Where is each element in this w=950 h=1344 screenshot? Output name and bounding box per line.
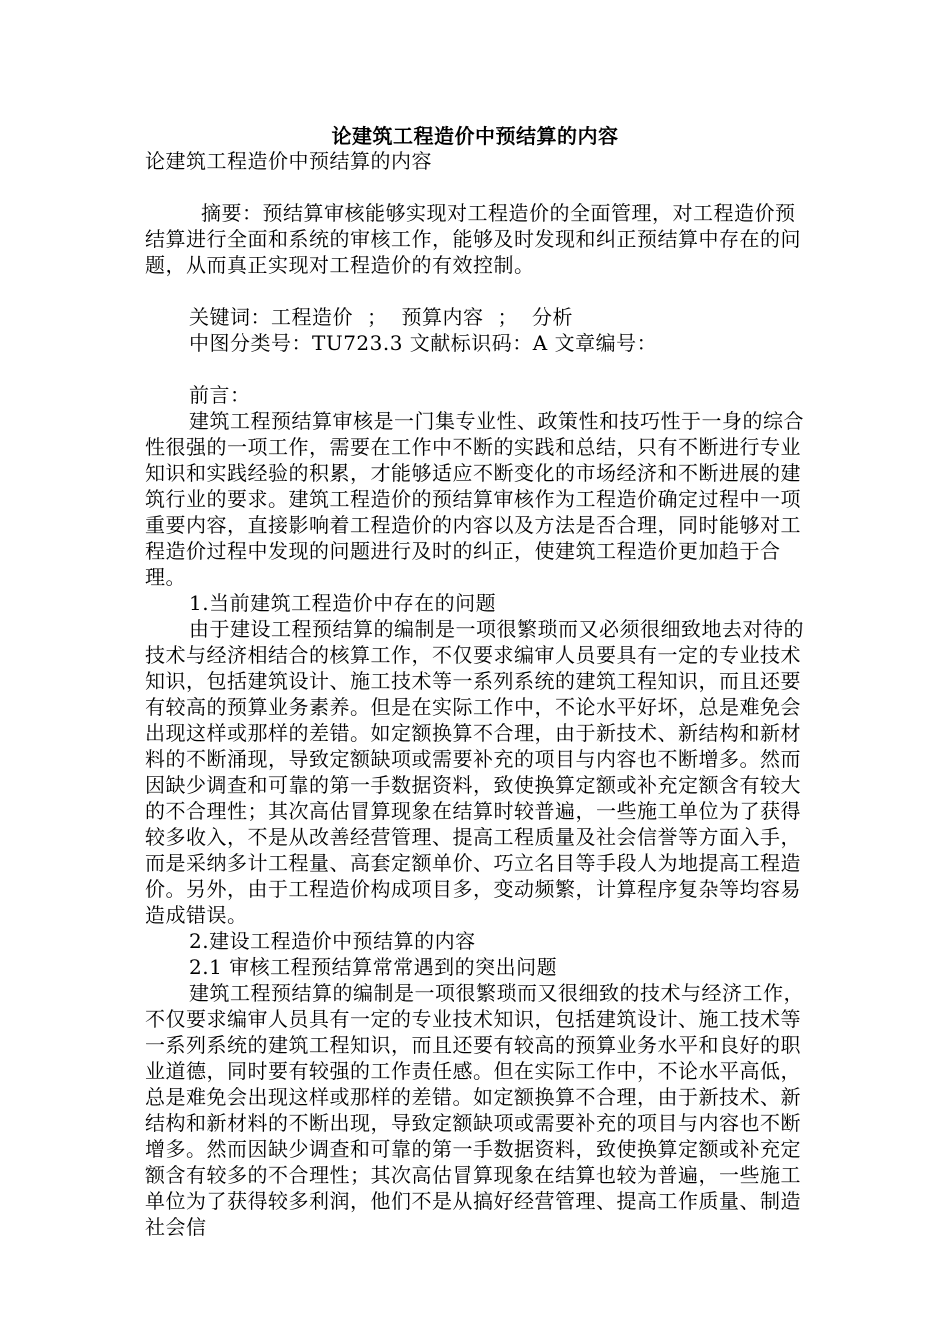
keyword-separator: ；	[497, 305, 518, 329]
preface-heading: 前言：	[189, 383, 251, 407]
keyword-separator: ；	[367, 305, 388, 329]
abstract-paragraph: 摘要：预结算审核能够实现对工程造价的全面管理，对工程造价预结算进行全面和系统的审核工作，能够及时发现和纠正预结算中存在的问题，从而真正实现对工程造价的有效控制。	[145, 201, 801, 277]
section-heading: 2.建设工程造价中预结算的内容	[189, 929, 476, 953]
document-subtitle: 论建筑工程造价中预结算的内容	[145, 149, 432, 173]
section-paragraph: 建筑工程预结算的编制是一项很繁琐而又很细致的技术与经济工作，不仅要求编审人员具有一定的专业技术知识，包括建筑设计、施工技术等一系列系统的建筑工程知识，而且还要有较高的预算业务水平和良好的职业道德，同时要有较强的工作责任感。但在实际工作中，不论水平高低，总是难免会出现这样或那样的差错。如定额换算不合理，由于新技术、新结构和新材料的不断出现，导致定额缺项或需要补充的项目与内容也不断增多。然而因缺少调查和可靠的第一手数据资料，致使换算定额或补充定额含有较多的不合理性；其次高估冒算现象在结算也较为普遍，一些施工单位为了获得较多利润，他们不是从搞好经营管理、提高工作质量、制造社会信	[145, 981, 804, 1239]
section-heading: 1.当前建筑工程造价中存在的问题	[189, 591, 497, 615]
keyword-item: 分析	[532, 305, 573, 329]
section-paragraph: 由于建设工程预结算的编制是一项很繁琐而又必须很细致地去对待的技术与经济相结合的核算工作，不仅要求编审人员要具有一定的专业技术知识，包括建筑设计、施工技术等一系列系统的建筑工程知识，而且还要有较高的预算业务素养。但是在实际工作中，不论水平好坏，总是难免会出现这样或那样的差错。如定额换算不合理，由于新技术、新结构和新材料的不断涌现，导致定额缺项或需要补充的项目与内容也不断增多。然而因缺少调查和可靠的第一手数据资料，致使换算定额或补充定额含有较大的不合理性；其次高估冒算现象在结算时较普遍，一些施工单位为了获得较多收入，不是从改善经营管理、提高工程质量及社会信誉等方面入手，而是采纳多计工程量、高套定额单价、巧立名目等手段人为地提高工程造价。另外，由于工程造价构成项目多，变动频繁，计算程序复杂等均容易造成错误。	[145, 617, 804, 927]
blank-line	[145, 278, 805, 304]
blank-line	[145, 356, 805, 382]
keyword-item: 工程造价	[271, 305, 353, 329]
preface-paragraph: 建筑工程预结算审核是一门集专业性、政策性和技巧性于一身的综合性很强的一项工作，需要在工作中不断的实践和总结，只有不断进行专业知识和实践经验的积累，才能够适应不断变化的市场经济和不断进展的建筑行业的要求。建筑工程造价的预结算审核作为工程造价确定过程中一项重要内容，直接影响着工程造价的内容以及方法是否合理，同时能够对工程造价过程中发现的问题进行及时的纠正，使建筑工程造价更加趋于合理。	[145, 409, 804, 589]
keywords-label: 关键词：	[189, 305, 271, 329]
document-title: 论建筑工程造价中预结算的内容	[331, 124, 619, 148]
keywords-line	[145, 304, 805, 330]
classification-line: 中图分类号：TU723.3 文献标识码：A 文章编号：	[189, 331, 658, 355]
keyword-item: 预算内容	[401, 305, 484, 329]
blank-line	[145, 174, 805, 200]
subsection-heading: 2.1 审核工程预结算常常遇到的突出问题	[189, 955, 558, 979]
document-body	[145, 148, 805, 1240]
